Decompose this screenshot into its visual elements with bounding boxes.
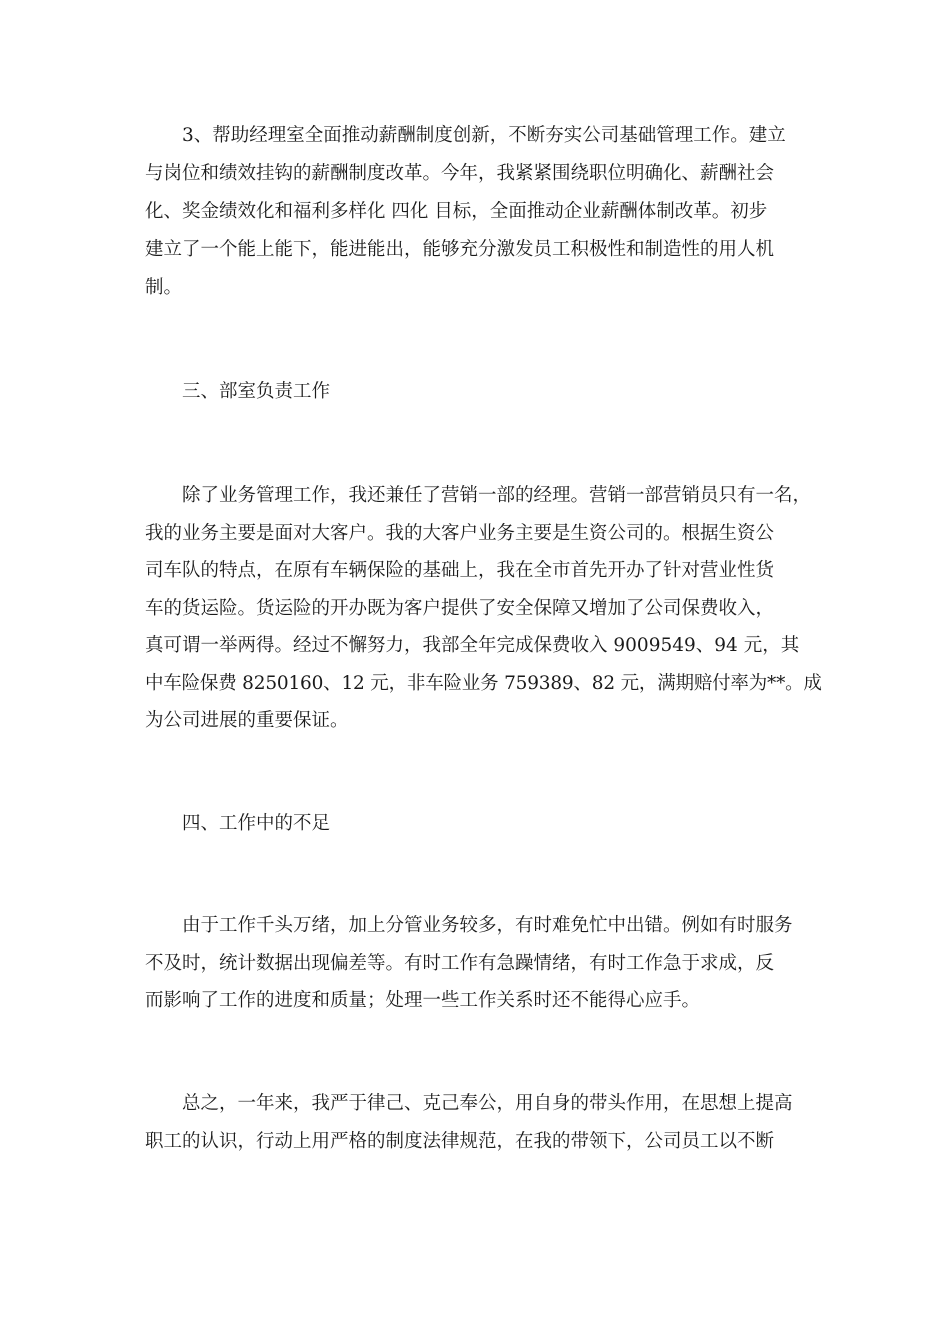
paragraph-line: 与岗位和绩效挂钩的薪酬制度改革。今年，我紧紧围绕职位明确化、薪酬社会 (145, 163, 775, 184)
paragraph-line: 3、帮助经理室全面推动薪酬制度创新，不断夯实公司基础管理工作。建立 (145, 125, 786, 146)
paragraph-line: 中车险保费 8250160、12 元，非车险业务 759389、82 元，满期赔付率为**。成 (145, 673, 822, 694)
paragraph-line: 为公司进展的重要保证。 (145, 710, 349, 731)
paragraph-line: 化、奖金绩效化和福利多样化 四化 目标，全面推动企业薪酬体制改革。初步 (145, 201, 768, 222)
paragraph-line: 制。 (145, 277, 183, 298)
section-heading: 四、工作中的不足 (145, 813, 331, 834)
paragraph-line: 司车队的特点，在原有车辆保险的基础上，我在全市首先开办了针对营业性货 (145, 560, 775, 581)
paragraph-line: 总之，一年来，我严于律己、克己奉公，用自身的带头作用，在思想上提高 (145, 1093, 793, 1114)
section-heading: 三、部室负责工作 (145, 381, 331, 402)
paragraph-line: 而影响了工作的进度和质量；处理一些工作关系时还不能得心应手。 (145, 990, 701, 1011)
paragraph-line: 我的业务主要是面对大客户。我的大客户业务主要是生资公司的。根据生资公 (145, 523, 775, 544)
paragraph-line: 真可谓一举两得。经过不懈努力，我部全年完成保费收入 9009549、94 元，其 (145, 635, 800, 656)
paragraph-line: 不及时，统计数据出现偏差等。有时工作有急躁情绪，有时工作急于求成，反 (145, 953, 775, 974)
paragraph-line: 由于工作千头万绪，加上分管业务较多，有时难免忙中出错。例如有时服务 (145, 915, 793, 936)
paragraph-line: 除了业务管理工作，我还兼任了营销一部的经理。营销一部营销员只有一名， (145, 485, 812, 506)
paragraph-line: 职工的认识，行动上用严格的制度法律规范，在我的带领下，公司员工以不断 (145, 1131, 775, 1152)
paragraph-line: 车的货运险。货运险的开办既为客户提供了安全保障又增加了公司保费收入， (145, 598, 775, 619)
paragraph-line: 建立了一个能上能下，能进能出，能够充分激发员工积极性和制造性的用人机 (145, 239, 775, 260)
